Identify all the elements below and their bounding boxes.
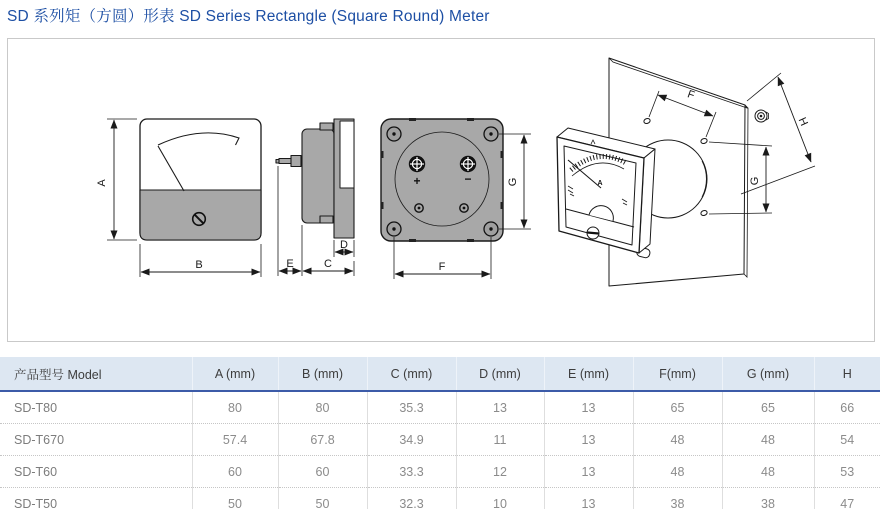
terminal-positive-icon (409, 156, 425, 172)
screw-icon (193, 213, 206, 226)
table-row (0, 424, 880, 456)
col-header-g: G (mm) (722, 357, 814, 391)
meter-3d (557, 128, 655, 253)
bezel-face-edge (340, 121, 354, 188)
dimension-drawing (8, 39, 874, 341)
model-cell: SD-T50 (0, 488, 192, 509)
minus-label: − (464, 172, 472, 186)
front-view (96, 119, 261, 277)
value-cell: 32.3 (367, 488, 456, 509)
value-cell: 50 (192, 488, 278, 509)
col-header-c: C (mm) (367, 357, 456, 391)
col-header-d: D (mm) (456, 357, 544, 391)
dim-label-e: E (286, 258, 294, 270)
stud-bottom (320, 216, 333, 223)
value-cell: 47 (814, 488, 880, 509)
dim-label-f-3d: F (685, 88, 697, 102)
value-cell: 50 (278, 488, 367, 509)
value-cell: 48 (722, 424, 814, 456)
value-cell: 13 (544, 488, 633, 509)
dim-label-f-back: F (438, 261, 446, 273)
value-cell: 13 (544, 391, 633, 424)
value-cell: 48 (633, 456, 722, 488)
table-row (0, 391, 880, 424)
value-cell: 80 (192, 391, 278, 424)
spec-table (0, 357, 880, 509)
value-cell: 57.4 (192, 424, 278, 456)
value-cell: 12 (456, 456, 544, 488)
value-cell: 66 (814, 391, 880, 424)
value-cell: 38 (722, 488, 814, 509)
col-header-b: B (mm) (278, 357, 367, 391)
value-cell: 60 (278, 456, 367, 488)
value-cell: 48 (722, 456, 814, 488)
perspective-view (557, 58, 815, 286)
value-cell: 67.8 (278, 424, 367, 456)
dimension-drawing-panel (7, 38, 875, 342)
dim-label-g-3d: G (749, 176, 761, 186)
col-header-h: H (814, 357, 880, 391)
table-row (0, 488, 880, 509)
terminal-screw-side (276, 156, 301, 167)
dim-label-d: D (340, 239, 348, 251)
value-cell: 60 (192, 456, 278, 488)
meter-unit-label: A (597, 180, 603, 187)
value-cell: 13 (456, 391, 544, 424)
col-header-e: E (mm) (544, 357, 633, 391)
plus-label: + (413, 174, 421, 188)
dim-label-a: A (96, 179, 108, 187)
dim-label-g-back: G (507, 177, 519, 187)
value-cell: 65 (722, 391, 814, 424)
col-header-a: A (mm) (192, 357, 278, 391)
value-cell: 53 (814, 456, 880, 488)
model-cell: SD-T80 (0, 391, 192, 424)
model-cell: SD-T670 (0, 424, 192, 456)
meter-body-side (302, 129, 334, 223)
value-cell: 33.3 (367, 456, 456, 488)
value-cell: 10 (456, 488, 544, 509)
value-cell: 11 (456, 424, 544, 456)
dim-label-c: C (324, 258, 332, 270)
table-header-row (0, 357, 880, 391)
side-view (276, 119, 354, 276)
value-cell: 35.3 (367, 391, 456, 424)
page-title: SD 系列矩（方圆）形表 SD Series Rectangle (Square Round) Meter (7, 8, 490, 25)
col-header-f: F(mm) (633, 357, 722, 391)
value-cell: 54 (814, 424, 880, 456)
value-cell: 80 (278, 391, 367, 424)
dim-label-h: H (795, 115, 810, 128)
value-cell: 65 (633, 391, 722, 424)
table-row (0, 456, 880, 488)
value-cell: 13 (544, 456, 633, 488)
bezel-screw-icon (587, 227, 599, 239)
back-view (381, 118, 532, 279)
value-cell: 34.9 (367, 424, 456, 456)
stud-top (320, 123, 333, 130)
value-cell: 13 (544, 424, 633, 456)
model-cell: SD-T60 (0, 456, 192, 488)
value-cell: 38 (633, 488, 722, 509)
terminal-negative-icon (460, 156, 476, 172)
dim-label-b: B (195, 259, 203, 271)
col-header-model: 产品型号 Model (0, 357, 192, 391)
mounting-nut-icon (755, 110, 769, 122)
value-cell: 48 (633, 424, 722, 456)
